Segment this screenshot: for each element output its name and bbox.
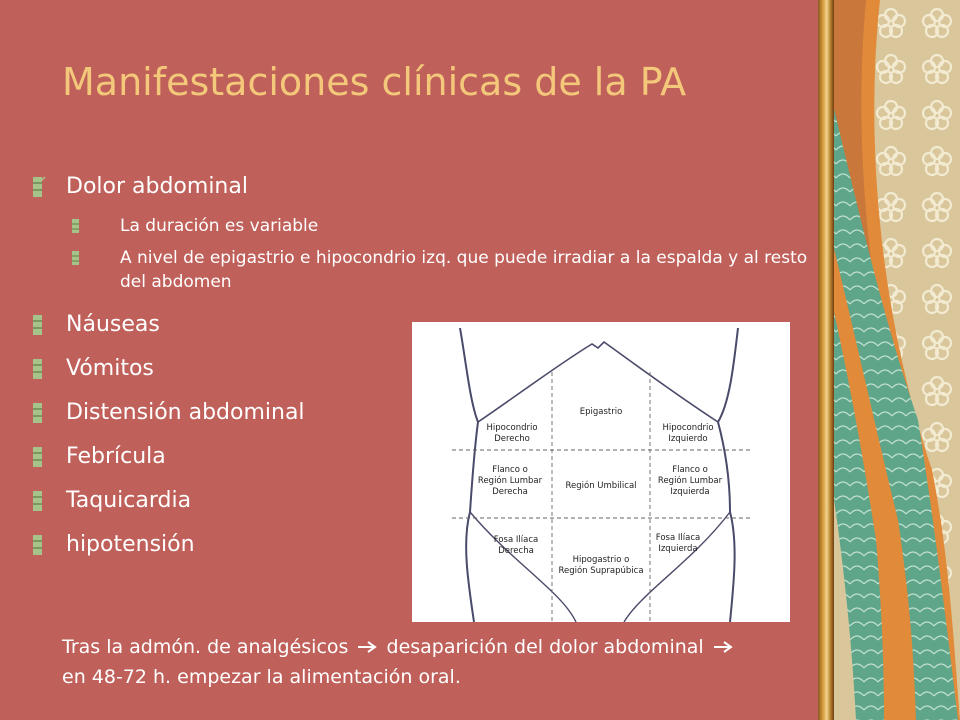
decorative-pattern bbox=[822, 0, 960, 720]
diagram-region-label: Hipocondrio Izquierdo bbox=[662, 423, 714, 444]
footer-text-part2: desaparición del dolor abdominal bbox=[386, 636, 704, 658]
sub-bullet-text: La duración es variable bbox=[120, 216, 319, 236]
abdomen-regions-diagram bbox=[412, 322, 790, 622]
bamboo-bullet-icon bbox=[30, 490, 46, 512]
diagram-region-label: Región Umbilical bbox=[565, 481, 637, 491]
bamboo-bullet-icon bbox=[30, 446, 46, 468]
diagram-region-label: Epigastrio bbox=[579, 407, 623, 417]
bullet-text: Febrícula bbox=[66, 444, 166, 469]
bamboo-bullet-icon bbox=[30, 314, 46, 336]
golden-edge-strip bbox=[818, 0, 834, 720]
diagram-region-label: Fosa Ilíaca Izquierda bbox=[655, 533, 701, 554]
decorative-side-panel bbox=[822, 0, 960, 720]
footer-text-part1: Tras la admón. de analgésicos bbox=[62, 636, 349, 658]
bullet-text: Vómitos bbox=[66, 356, 154, 381]
bamboo-bullet-icon bbox=[30, 534, 46, 556]
diagram-region-label: Hipocondrio Derecho bbox=[486, 423, 538, 444]
bamboo-bullet-icon bbox=[30, 176, 46, 198]
abdomen-diagram-svg bbox=[412, 322, 790, 622]
bullet-text: hipotensión bbox=[66, 532, 195, 557]
bamboo-bullet-icon bbox=[70, 250, 82, 266]
right-arrow-icon bbox=[712, 640, 734, 654]
diagram-region-label: Flanco o Región Lumbar Izquierda bbox=[657, 465, 723, 497]
sub-bullet-item bbox=[70, 246, 810, 294]
bullet-text: Taquicardia bbox=[66, 488, 192, 513]
bamboo-bullet-icon bbox=[30, 358, 46, 380]
sub-bullet-item bbox=[70, 214, 810, 238]
diagram-region-label: Fosa Ilíaca Derecha bbox=[493, 535, 539, 556]
bamboo-bullet-icon bbox=[30, 402, 46, 424]
right-arrow-icon bbox=[356, 640, 378, 654]
bullet-text: Distensión abdominal bbox=[66, 400, 305, 425]
bullet-item bbox=[30, 172, 810, 202]
footer-note bbox=[62, 632, 812, 692]
diagram-region-label: Flanco o Región Lumbar Derecha bbox=[477, 465, 543, 497]
bullet-text: Náuseas bbox=[66, 312, 160, 337]
diagram-region-label: Hipogastrio o Región Suprapúbica bbox=[558, 555, 644, 576]
sub-bullet-text: A nivel de epigastrio e hipocondrio izq. que puede irradiar a la espalda y al resto del abdomen bbox=[120, 248, 808, 292]
footer-text-part3: en 48-72 h. empezar la alimentación oral. bbox=[62, 666, 461, 688]
slide-title: Manifestaciones clínicas de la PA bbox=[62, 60, 687, 104]
bamboo-bullet-icon bbox=[70, 218, 82, 234]
bullet-text: Dolor abdominal bbox=[66, 174, 248, 199]
